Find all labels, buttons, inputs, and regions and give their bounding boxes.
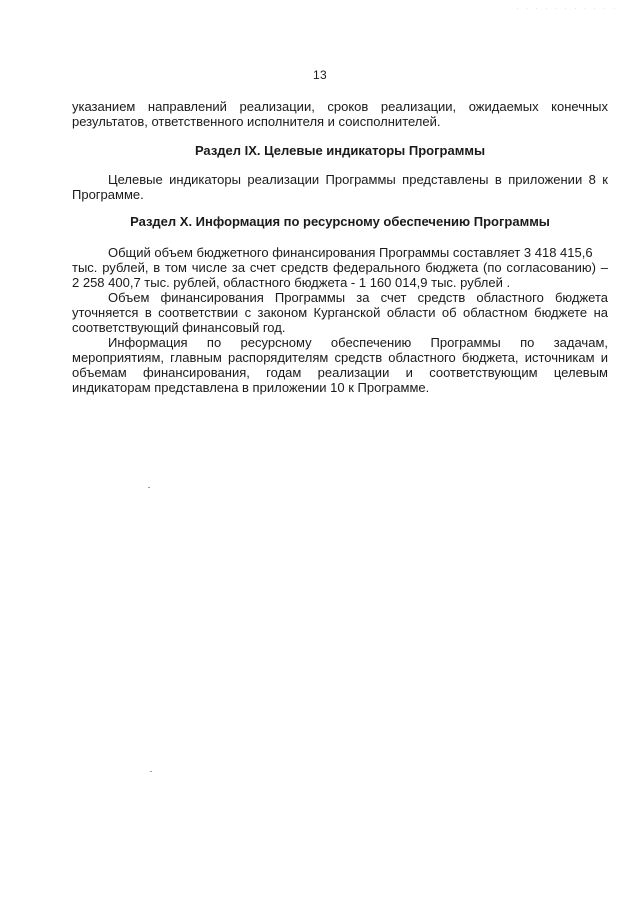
s10-p1-line-3: 2 258 400,7 тыс. рублей, областного бюджета - 1 160 014,9 тыс. рублей . — [72, 275, 511, 290]
scan-speck — [150, 771, 152, 772]
section-10-paragraph-2 — [72, 290, 608, 335]
s10-p1-line-1: Общий объем бюджетного финансирования Программы составляет 3 418 415,6 — [108, 245, 593, 260]
section-9-line-1: Целевые индикаторы реализации Программы представлены в приложении 8 к — [108, 172, 608, 187]
s10-p3-line-1: Информация по ресурсному обеспечению Программы по задачам, — [108, 335, 608, 350]
s10-p3-line-2: мероприятиям, главным распорядителям средств областного бюджета, источникам и — [72, 350, 608, 365]
section-10-heading: Раздел X. Информация по ресурсному обеспечению Программы — [130, 214, 550, 229]
scan-marks: · · · · · · · · · · · — [516, 6, 618, 12]
s10-p1-line-2: тыс. рублей, в том числе за счет средств федерального бюджета (по согласованию) – — [72, 260, 608, 275]
s10-p2-line-3: соответствующий финансовый год. — [72, 320, 286, 335]
section-9-heading: Раздел IX. Целевые индикаторы Программы — [194, 143, 486, 158]
intro-line-1: указанием направлений реализации, сроков реализации, ожидаемых конечных — [72, 99, 608, 114]
section-9-line-2: Программе. — [72, 187, 144, 202]
section-9-paragraph — [72, 172, 608, 202]
section-10-paragraph-1 — [72, 245, 608, 290]
s10-p2-line-1: Объем финансирования Программы за счет средств областного бюджета — [108, 290, 608, 305]
section-10-paragraph-3 — [72, 335, 608, 395]
page-number: 13 — [313, 68, 327, 82]
scan-speck — [148, 487, 150, 488]
page-body — [72, 99, 608, 395]
intro-line-2: результатов, ответственного исполнителя и соисполнителей. — [72, 114, 441, 129]
s10-p3-line-4: индикаторам представлена в приложении 10 к Программе. — [72, 380, 430, 395]
intro-paragraph — [72, 99, 608, 129]
s10-p2-line-2: уточняется в соответствии с законом Курганской области об областном бюджете на — [72, 305, 608, 320]
s10-p3-line-3: объемам финансирования, годам реализации и соответствующим целевым — [72, 365, 608, 380]
